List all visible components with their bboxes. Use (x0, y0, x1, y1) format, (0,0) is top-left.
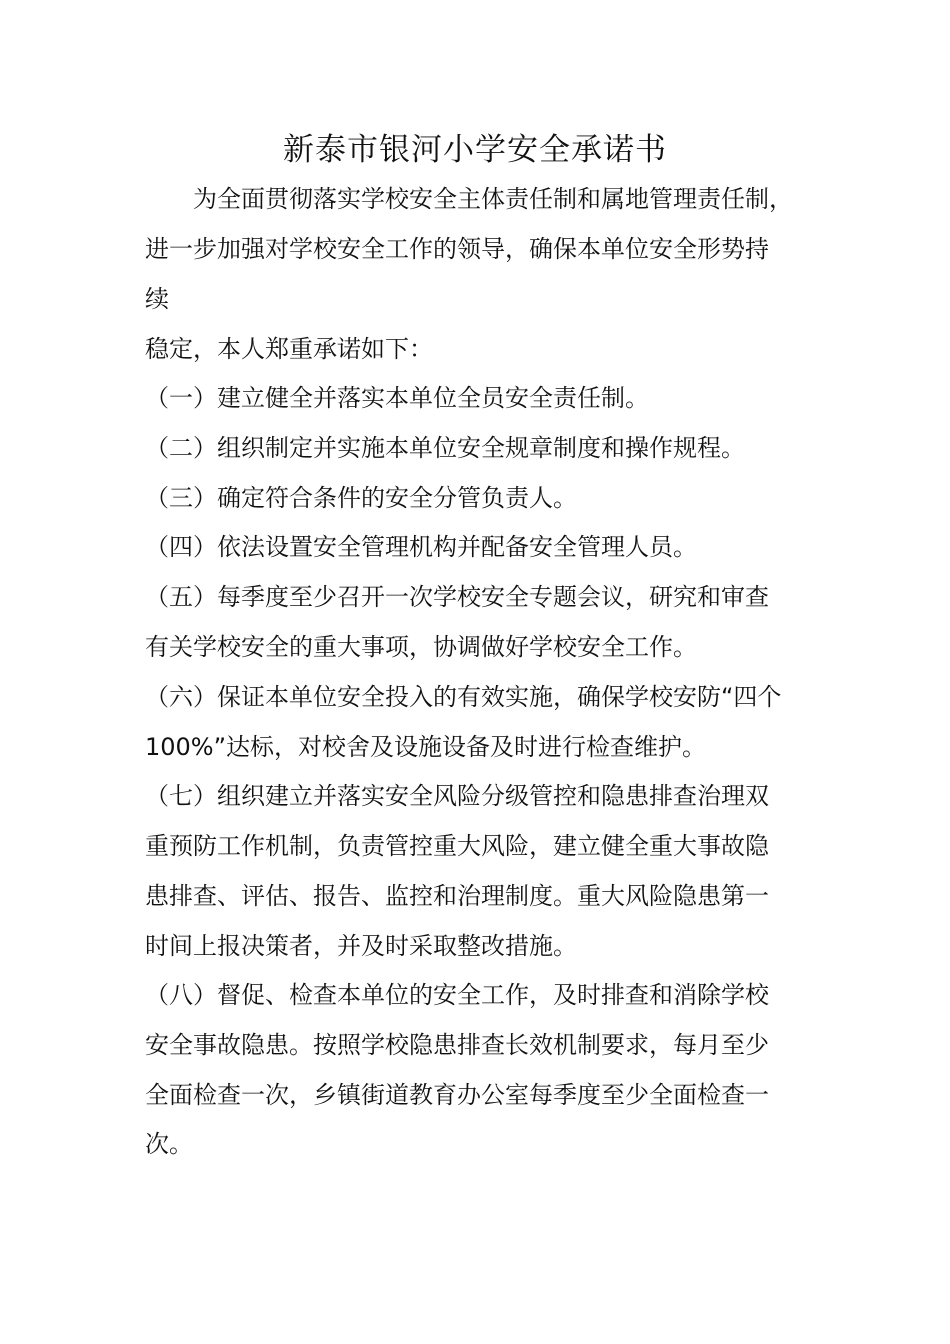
intro-line-2: 进一步加强对学校安全工作的领导，确保本单位安全形势持 (145, 235, 769, 263)
clause-7-line-1: （七）组织建立并落实安全风险分级管控和隐患排查治理双 (145, 782, 769, 810)
clause-8-line-2: 安全事故隐患。按照学校隐患排查长效机制要求，每月至少 (145, 1031, 769, 1059)
clause-6-line-2: 100%”达标，对校舍及设施设备及时进行检查维护。 (145, 733, 707, 761)
clause-6-line-1: （六）保证本单位安全投入的有效实施，确保学校安防“四个 (145, 683, 782, 711)
clause-7-line-4: 时间上报决策者，并及时采取整改措施。 (145, 932, 577, 960)
clause-4-line: （四）依法设置安全管理机构并配备安全管理人员。 (145, 533, 697, 561)
intro-line-3: 续 (145, 285, 169, 313)
clause-5-line-2: 有关学校安全的重大事项，协调做好学校安全工作。 (145, 633, 697, 661)
clause-2-line: （二）组织制定并实施本单位安全规章制度和操作规程。 (145, 434, 745, 462)
clause-1-line: （一）建立健全并落实本单位全员安全责任制。 (145, 384, 649, 412)
clause-8-line-4: 次。 (145, 1130, 193, 1158)
clause-8-line-3: 全面检查一次，乡镇街道教育办公室每季度至少全面检查一 (145, 1081, 769, 1109)
clause-7-line-2: 重预防工作机制，负责管控重大风险，建立健全重大事故隐 (145, 832, 769, 860)
intro-line-1: 为全面贯彻落实学校安全主体责任制和属地管理责任制， (193, 185, 793, 213)
clause-5-line-1: （五）每季度至少召开一次学校安全专题会议，研究和审查 (145, 583, 769, 611)
intro-line-4: 稳定，本人郑重承诺如下： (145, 335, 433, 363)
clause-8-line-1: （八）督促、检查本单位的安全工作，及时排查和消除学校 (145, 981, 769, 1009)
clause-7-line-3: 患排查、评估、报告、监控和治理制度。重大风险隐患第一 (145, 882, 769, 910)
document-title: 新泰市银河小学安全承诺书 (283, 132, 667, 168)
clause-3-line: （三）确定符合条件的安全分管负责人。 (145, 484, 577, 512)
